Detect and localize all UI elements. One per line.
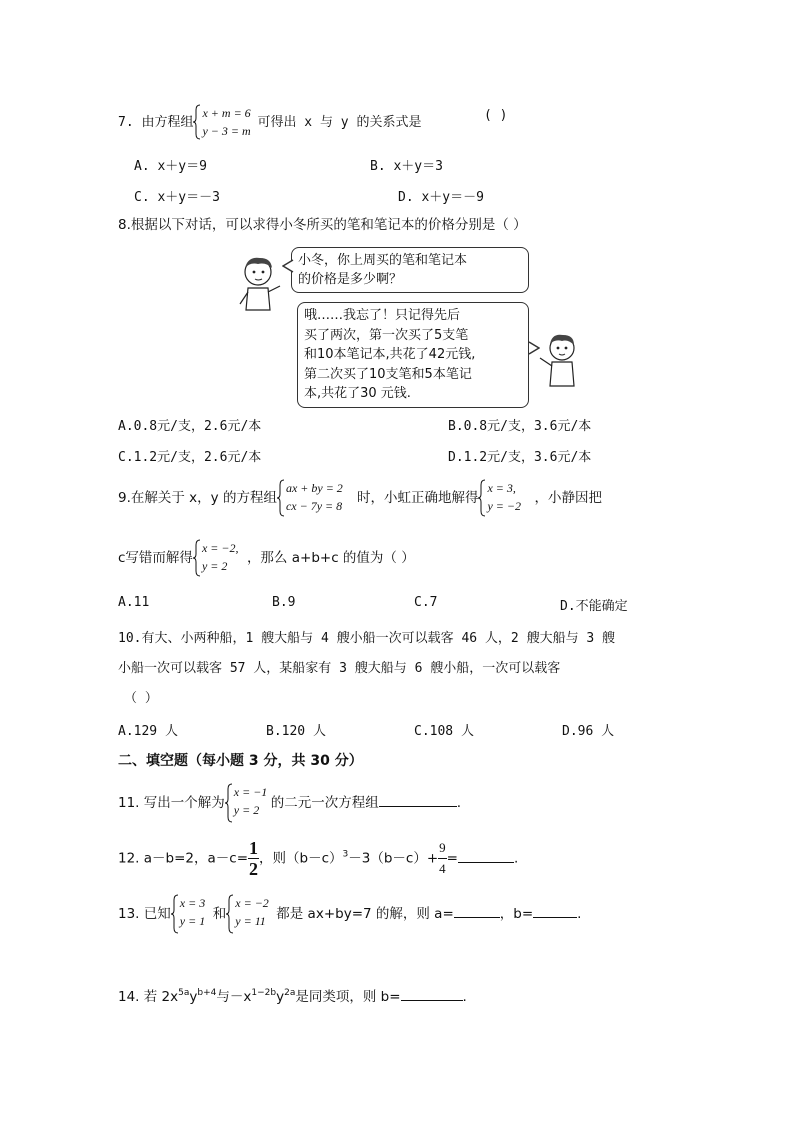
q9-wsol2: y = 2 [201, 559, 228, 573]
q9-eq1: ax + by = 2 [285, 481, 343, 495]
q14-answer-blank[interactable] [401, 986, 463, 1001]
bubble1-line2: 的价格是多少啊？ [298, 272, 403, 287]
bubble2-line5: 本,共花了30 元钱. [304, 386, 411, 401]
question-14 [118, 983, 467, 1007]
bubble-tail-icon [282, 258, 294, 274]
q7-option-b: B. x＋y＝3 [370, 159, 443, 174]
speech-bubble-answer [297, 302, 529, 408]
q12-mid: ，则（b－c） [259, 850, 343, 867]
bubble2-line4: 第二次买了10支笔和5本笔记 [304, 366, 472, 382]
q9-equation-system [277, 479, 357, 517]
q7-option-a: A. x＋y＝9 [134, 159, 207, 174]
q10-line3: （ ） [124, 691, 158, 706]
q9-wrong-solution [193, 539, 247, 577]
q13-end: . [577, 906, 582, 922]
q14-y2: y [276, 989, 285, 1005]
q11-sol2: y = 2 [233, 803, 260, 817]
q9-eq2: cx − 7y = 8 [285, 499, 343, 513]
left-brace-icon [225, 783, 233, 823]
q14-exp1: 5a [178, 988, 190, 998]
q9-mid: 时，小虹正确地解得 [356, 490, 479, 506]
q7-eq1: x + m = 6 [202, 106, 251, 120]
question-13 [118, 894, 581, 934]
q13-b-blank[interactable] [533, 903, 577, 918]
q9-line2-prefix: c写错而解得 [118, 550, 193, 566]
q13-prefix: 13. 已知 [118, 906, 171, 922]
q12-end: . [513, 850, 519, 867]
q9-line2-suffix: ，那么 a+b+c 的值为（ ） [246, 550, 415, 566]
q11-suffix: 的二元一次方程组 [270, 795, 379, 811]
q14-prefix: 14. 若 2x [118, 989, 179, 1005]
q11-sol1: x = −1 [233, 785, 268, 799]
q14-exp2: b+4 [197, 988, 217, 998]
q7-answer-paren: ( ) [484, 108, 508, 123]
q9-option-a: A.11 [118, 595, 150, 610]
q11-answer-blank[interactable] [379, 792, 457, 807]
left-brace-icon [193, 539, 201, 577]
q7-equation-system [193, 104, 257, 140]
q9-sol2: y = −2 [487, 499, 521, 513]
q8-option-a: A.0.8元/支，2.6元/本 [118, 419, 262, 434]
q10-option-c: C.108 人 [414, 724, 474, 739]
q14-suffix: 是同类项，则 b= [295, 989, 401, 1005]
q9-option-b: B.9 [272, 595, 296, 610]
q11-solution [225, 783, 271, 823]
q12-fraction-nine-quarters: $\frac{9}{4}$ [439, 840, 446, 876]
q10-option-d: D.96 人 [562, 724, 615, 739]
left-brace-icon [478, 479, 486, 517]
q8-option-c: C.1.2元/支，2.6元/本 [118, 450, 262, 465]
q7-eq2: y − 3 = m [202, 124, 251, 138]
q13-mid: 都是 ax+by=7 的解，则 a= [276, 906, 454, 922]
q11-prefix: 11. 写出一个解为 [118, 795, 225, 811]
q12-fraction-half: $\frac{1}{2}$ [249, 838, 259, 879]
q12-suffix: = [446, 850, 458, 867]
question-12 [118, 838, 518, 879]
left-brace-icon [226, 894, 234, 934]
question-9 [118, 479, 602, 517]
q9-prefix: 9.在解关于 x，y 的方程组 [118, 490, 277, 506]
q12-answer-blank[interactable] [458, 848, 514, 863]
girl-avatar-icon [536, 330, 584, 390]
q14-end: . [462, 989, 467, 1005]
bubble1-line1: 小冬，你上周买的笔和笔记本 [298, 253, 468, 268]
q13-solution-1 [171, 894, 213, 934]
q13-and: 和 [212, 906, 227, 922]
q13-a-blank[interactable] [454, 903, 500, 918]
q10-option-a: A.129 人 [118, 724, 178, 739]
q9-suffix: ，小静因把 [534, 490, 602, 506]
q9-option-d: D.不能确定 [560, 599, 628, 614]
q14-mid: 与－x [216, 989, 252, 1005]
q9-wsol1: x = −2, [201, 541, 239, 555]
q8-option-b: B.0.8元/支，3.6元/本 [448, 419, 592, 434]
q14-exp3: 1−2b [251, 988, 277, 998]
q14-y: y [189, 989, 198, 1005]
q14-exp4: 2a [284, 988, 296, 998]
left-brace-icon [277, 479, 285, 517]
question-7 [118, 104, 421, 140]
question-9-line2 [118, 539, 415, 577]
q7-prefix: 7. 由方程组 [118, 115, 194, 130]
bubble2-line2: 买了两次，第一次买了5支笔 [304, 327, 469, 343]
speech-bubble-question [291, 247, 529, 293]
q10-option-b: B.120 人 [266, 724, 326, 739]
section-title: 二、填空题（每小题 3 分，共 30 分） [118, 753, 363, 769]
q12-prefix: 12. a－b=2，a－c= [118, 850, 249, 867]
bubble2-line3: 和10本笔记本,共花了42元钱, [304, 347, 476, 362]
q12-mid2: －3（b－c）+ [348, 850, 439, 867]
q8-option-d: D.1.2元/支，3.6元/本 [448, 450, 592, 465]
q9-option-c: C.7 [414, 595, 438, 610]
q10-line2: 小船一次可以载客 57 人，某船家有 3 艘大船与 6 艘小船，一次可以载客 [118, 661, 561, 676]
left-brace-icon [193, 104, 201, 140]
q13-s1b: y = 1 [179, 914, 206, 928]
q7-option-c: C. x＋y＝－3 [134, 190, 220, 205]
q9-sol1: x = 3, [487, 481, 516, 495]
bubble2-line1: 哦……我忘了！只记得先后 [304, 308, 461, 323]
q13-mid2: ，b= [499, 906, 534, 922]
q13-solution-2 [226, 894, 276, 934]
q13-s1a: x = 3 [179, 896, 206, 910]
q9-correct-solution [478, 479, 534, 517]
question-11 [118, 783, 461, 823]
q7-option-d: D. x＋y＝－9 [398, 190, 484, 205]
boy-avatar-icon [236, 252, 284, 314]
q13-s2b: y = 11 [235, 914, 266, 928]
q12-exponent: 3 [342, 849, 349, 860]
q11-end: . [456, 795, 462, 811]
left-brace-icon [171, 894, 179, 934]
q8-stem: 8.根据以下对话，可以求得小冬所买的笔和笔记本的价格分别是（ ） [118, 217, 527, 233]
q13-s2a: x = −2 [235, 896, 269, 910]
q7-suffix: 可得出 x 与 y 的关系式是 [257, 115, 422, 130]
q10-line1: 10.有大、小两种船，1 艘大船与 4 艘小船一次可以载客 46 人，2 艘大船与 3 艘 [118, 631, 616, 646]
